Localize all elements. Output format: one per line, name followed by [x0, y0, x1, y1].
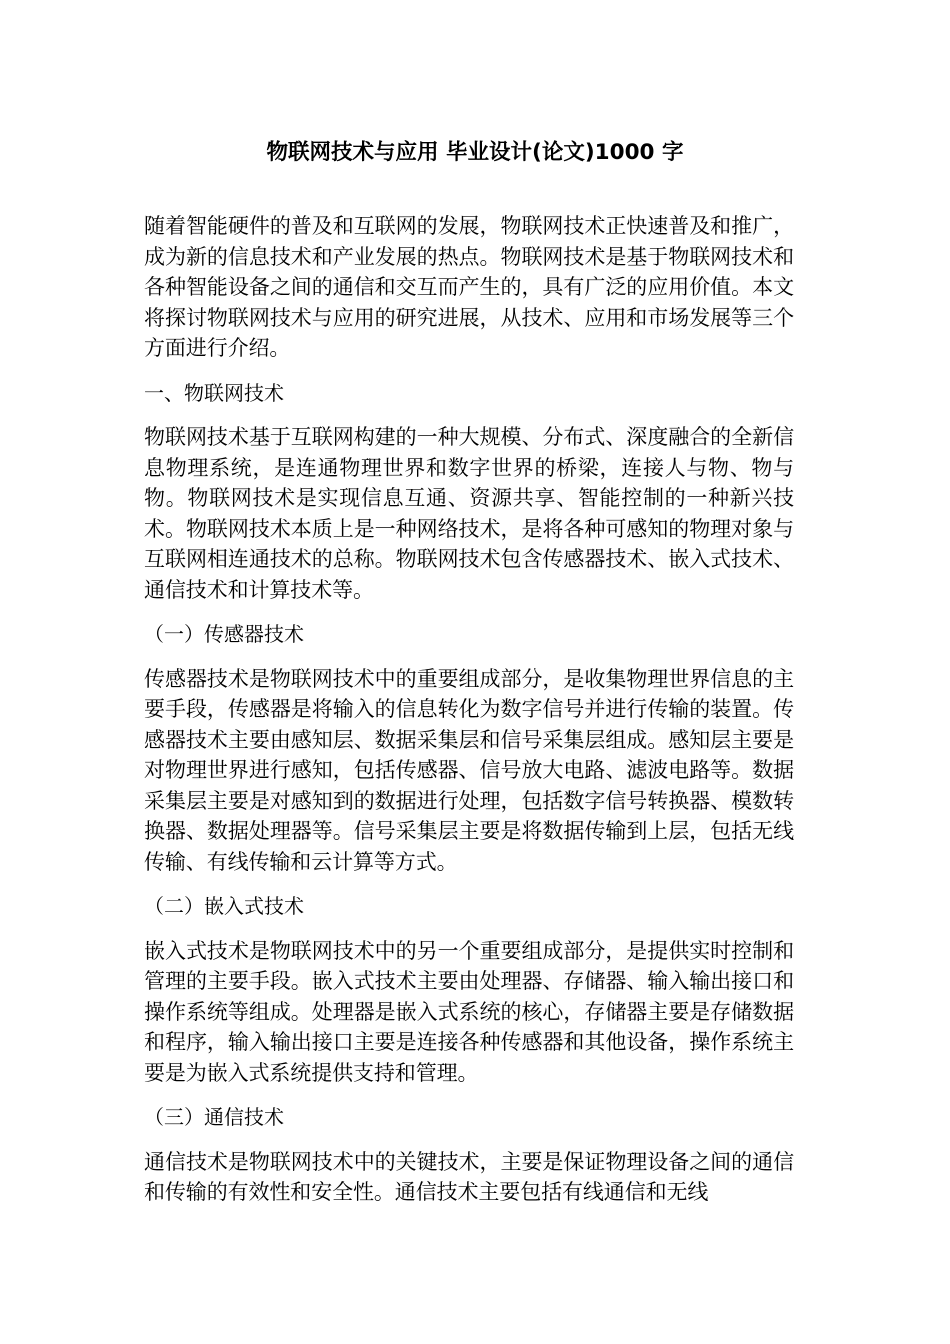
- subsection-heading-sensor: （一）传感器技术: [144, 622, 304, 646]
- document-body: [144, 211, 794, 1222]
- intro-paragraph: 随着智能硬件的普及和互联网的发展，物联网技术正快速普及和推广，成为新的信息技术和产业发展的热点。物联网技术是基于物联网技术和各种智能设备之间的通信和交互而产生的，具有广泛的应用价值。本文将探讨物联网技术与应用的研究进展，从技术、应用和市场发展等三个方面进行介绍。: [144, 214, 794, 360]
- document-title: 物联网技术与应用 毕业设计(论文)1000 字: [266, 140, 684, 165]
- sensor-technology-paragraph: 传感器技术是物联网技术中的重要组成部分，是收集物理世界信息的主要手段，传感器是将输入的信息转化为数字信号并进行传输的装置。传感器技术主要由感知层、数据采集层和信号采集层组成。感知层主要是对物理世界进行感知，包括传感器、信号放大电路、滤波电路等。数据采集层主要是对感知到的数据进行处理，包括数字信号转换器、模数转换器、数据处理器等。信号采集层主要是将数据传输到上层，包括无线传输、有线传输和云计算等方式。: [144, 666, 794, 874]
- section-heading-iot-technology: 一、物联网技术: [144, 380, 284, 405]
- subsection-heading-embedded: （二）嵌入式技术: [144, 894, 304, 918]
- embedded-technology-paragraph: 嵌入式技术是物联网技术中的另一个重要组成部分，是提供实时控制和管理的主要手段。嵌入式技术主要由处理器、存储器、输入输出接口和操作系统等组成。处理器是嵌入式系统的核心，存储器主要是存储数据和程序，输入输出接口主要是连接各种传感器和其他设备，操作系统主要是为嵌入式系统提供支持和管理。: [144, 938, 794, 1085]
- communication-technology-paragraph: 通信技术是物联网技术中的关键技术，主要是保证物理设备之间的通信和传输的有效性和安全性。通信技术主要包括有线通信和无线: [144, 1149, 794, 1204]
- iot-technology-paragraph: 物联网技术基于互联网构建的一种大规模、分布式、深度融合的全新信息物理系统，是连通物理世界和数字世界的桥梁，连接人与物、物与物。物联网技术是实现信息互通、资源共享、智能控制的一种新兴技术。物联网技术本质上是一种网络技术，是将各种可感知的物理对象与互联网相连通技术的总称。物联网技术包含传感器技术、嵌入式技术、通信技术和计算技术等。: [144, 425, 794, 602]
- subsection-heading-communication: （三）通信技术: [144, 1105, 284, 1129]
